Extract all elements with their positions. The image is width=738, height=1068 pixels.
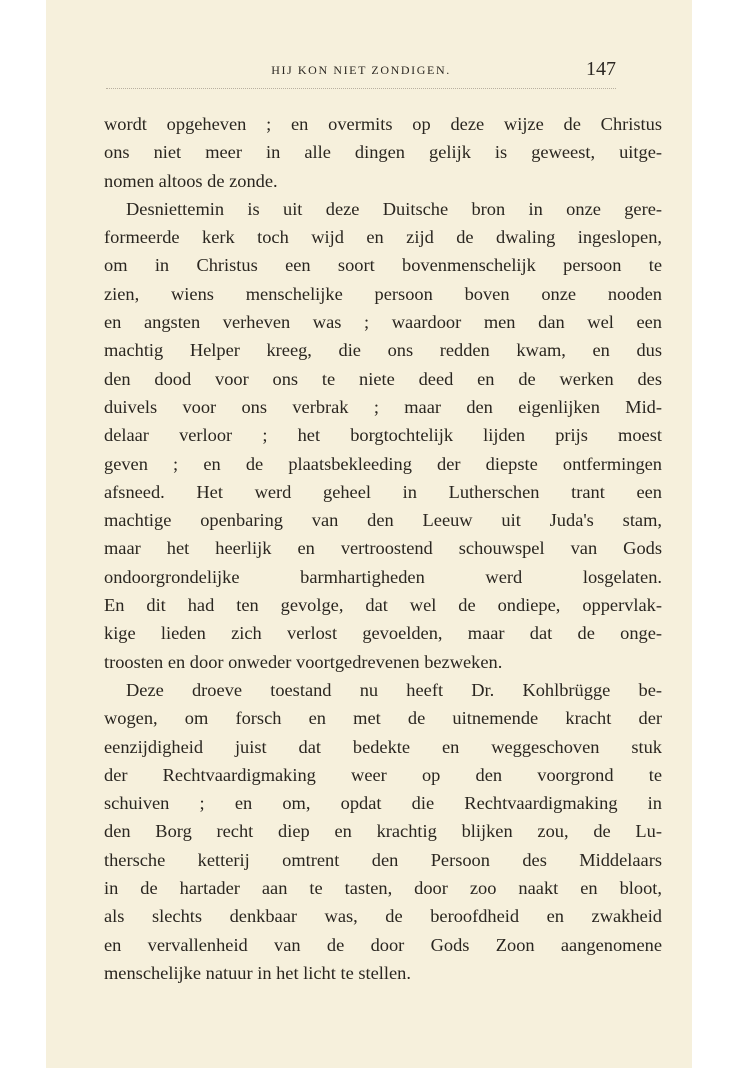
text-line: den Borg recht diep en krachtig blijken zou, de Lu- <box>104 821 662 842</box>
text-line: ons niet meer in alle dingen gelijk is geweest, uitge- <box>104 142 662 163</box>
header-rule <box>106 88 616 89</box>
text-line: wogen, om forsch en met de uitnemende kracht der <box>104 708 662 729</box>
running-title: HIJ KON NIET ZONDIGEN. <box>271 63 451 77</box>
text-line: der Rechtvaardigmaking weer op den voorgrond te <box>104 764 662 785</box>
book-page <box>46 0 692 1068</box>
text-line: zien, wiens menschelijke persoon boven onze nooden <box>104 283 662 304</box>
text-line: als slechts denkbaar was, de beroofdheid en zwakheid <box>104 906 662 927</box>
page-number: 147 <box>586 58 616 80</box>
running-head <box>106 58 616 82</box>
text-line: machtige openbaring van den Leeuw uit Juda's stam, <box>104 510 662 531</box>
text-line: formeerde kerk toch wijd en zijd de dwaling ingeslopen, <box>104 227 662 248</box>
text-line: eenzijdigheid juist dat bedekte en weggeschoven stuk <box>104 736 662 757</box>
text-line: troosten en door onweder voortgedrevenen bezweken. <box>104 651 503 672</box>
text-line: ondoorgrondelijke barmhartigheden werd losgelaten. <box>104 566 662 587</box>
text-line: geven ; en de plaatsbekleeding der diepste ontfermingen <box>104 453 662 474</box>
text-line: den dood voor ons te niete deed en de werken des <box>104 368 662 389</box>
text-line: kige lieden zich verlost gevoelden, maar dat de onge- <box>104 623 662 644</box>
text-line: Deze droeve toestand nu heeft Dr. Kohlbrügge be- <box>126 679 662 700</box>
text-line: nomen altoos de zonde. <box>104 170 278 191</box>
text-line: duivels voor ons verbrak ; maar den eigenlijken Mid- <box>104 396 662 417</box>
text-line: maar het heerlijk en vertroostend schouwspel van Gods <box>104 538 662 559</box>
text-line: en vervallenheid van de door Gods Zoon aangenomene <box>104 934 662 955</box>
text-line: machtig Helper kreeg, die ons redden kwam, en dus <box>104 340 662 361</box>
text-line: schuiven ; en om, opdat die Rechtvaardigmaking in <box>104 793 662 814</box>
body-text <box>104 110 662 987</box>
text-line: afsneed. Het werd geheel in Lutherschen trant een <box>104 481 662 502</box>
text-line: menschelijke natuur in het licht te stellen. <box>104 962 411 983</box>
text-line: in de hartader aan te tasten, door zoo naakt en bloot, <box>104 878 662 899</box>
text-line: En dit had ten gevolge, dat wel de ondiepe, oppervlak- <box>104 595 662 616</box>
text-line: wordt opgeheven ; en overmits op deze wijze de Christus <box>104 114 662 134</box>
text-line: thersche ketterij omtrent den Persoon des Middelaars <box>104 849 662 870</box>
text-line: en angsten verheven was ; waardoor men dan wel een <box>104 312 662 333</box>
text-line: om in Christus een soort bovenmenschelijk persoon te <box>104 255 662 276</box>
text-line: Desniettemin is uit deze Duitsche bron in onze gere- <box>126 198 662 219</box>
text-line: delaar verloor ; het borgtochtelijk lijden prijs moest <box>104 425 662 446</box>
